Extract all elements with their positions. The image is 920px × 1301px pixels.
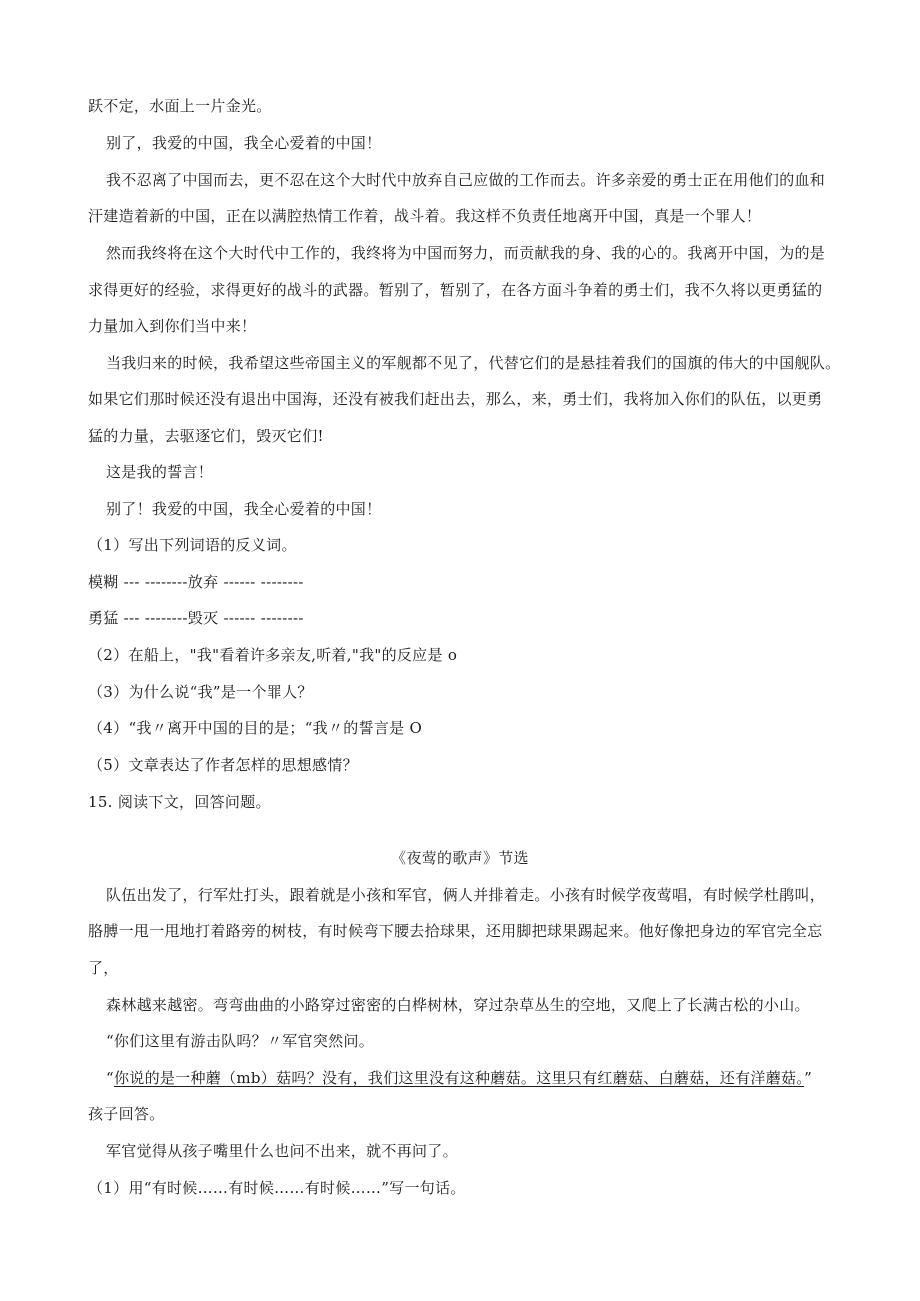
passage-line: 然而我终将在这个大时代中工作的，我终将为中国而努力，而贡献我的身、我的心的。我离开中国，为的是 bbox=[106, 244, 826, 262]
passage-title: 《夜莺的歌声》节选 bbox=[391, 849, 529, 867]
passage-line: 求得更好的经验，求得更好的战斗的武器。暂别了，暂别了，在各方面斗争着的勇士们，我不久将以更勇猛的 bbox=[88, 281, 823, 299]
passage-line: “你们这里有游击队吗？〃军官突然问。 bbox=[106, 1032, 375, 1050]
passage-line: 力量加入到你们当中来！ bbox=[88, 317, 257, 335]
quote-line bbox=[106, 1068, 866, 1088]
passage-line: 胳膊一甩一甩地打着路旁的树枝，有时候弯下腰去拾球果，还用脚把球果踢起来。他好像把身边的军官完全忘 bbox=[88, 922, 823, 940]
passage-line: 跃不定，水面上一片金光。 bbox=[88, 97, 272, 115]
passage-line: 这是我的誓言！ bbox=[106, 463, 214, 481]
question-item: （3）为什么说“我”是一个罪人？ bbox=[88, 683, 313, 701]
passage-line: 别了，我爱的中国，我全心爱着的中国！ bbox=[106, 134, 382, 152]
passage-line: 汗建造着新的中国，正在以满腔热情工作着，战斗着。我这样不负责任地离开中国，真是一个罪人！ bbox=[88, 207, 762, 225]
passage-line: 孩子回答。 bbox=[88, 1105, 165, 1123]
passage-line: 当我归来的时候，我希望这些帝国主义的军舰都不见了，代替它们的是悬挂着我们的国旗的伟大的中国舰队。 bbox=[106, 354, 841, 372]
passage-line: 猛的力量，去驱逐它们，毁灭它们! bbox=[88, 427, 324, 445]
quote-close-mark: ” bbox=[804, 1069, 813, 1087]
passage-line: 别了！我爱的中国，我全心爱着的中国！ bbox=[106, 500, 382, 518]
question-item: （2）在船上，"我"看着许多亲友,听着,"我"的反应是 o bbox=[88, 646, 458, 664]
antonym-row: 模糊 --- --------放弃 ------ -------- bbox=[88, 573, 304, 591]
antonym-row: 勇猛 --- --------毁灭 ------ -------- bbox=[88, 609, 304, 627]
passage-line: 了， bbox=[88, 959, 119, 977]
quote-open-mark: “ bbox=[106, 1069, 114, 1087]
passage-line: 军官觉得从孩子嘴里什么也问不出来，就不再问了。 bbox=[106, 1142, 458, 1160]
passage-line: 如果它们那时候还没有退出中国海，还没有被我们赶出去，那么，来，勇士们，我将加入你们的队伍，以更勇 bbox=[88, 390, 823, 408]
underlined-quote: 你说的是一种蘑（mb）菇吗？没有，我们这里没有这种蘑菇。这里只有红蘑菇、白蘑菇，还有洋蘑菇。 bbox=[113, 1069, 805, 1087]
question-item: （5）文章表达了作者怎样的思想感情？ bbox=[88, 756, 358, 774]
passage-line: 我不忍离了中国而去，更不忍在这个大时代中放弃自己应做的工作而去。许多亲爱的勇士正在用他们的血和 bbox=[106, 171, 826, 189]
passage-line: 队伍出发了，行军灶打头，跟着就是小孩和军官，俩人并排着走。小孩有时候学夜莺唱，有时候学杜鹃叫， bbox=[106, 886, 826, 904]
question-item: （1）用“有时候……有时候……有时候……”写一句话。 bbox=[88, 1179, 466, 1197]
question-item: （1）写出下列词语的反义词。 bbox=[88, 536, 297, 554]
passage-line: 森林越来越密。弯弯曲曲的小路穿过密密的白桦树林，穿过杂草丛生的空地，又爬上了长满古松的小山。 bbox=[106, 996, 810, 1014]
section-heading: 15. 阅读下文，回答问题。 bbox=[88, 793, 271, 811]
question-item: （4）“我〃离开中国的目的是；“我〃的誓言是 O bbox=[88, 719, 423, 737]
